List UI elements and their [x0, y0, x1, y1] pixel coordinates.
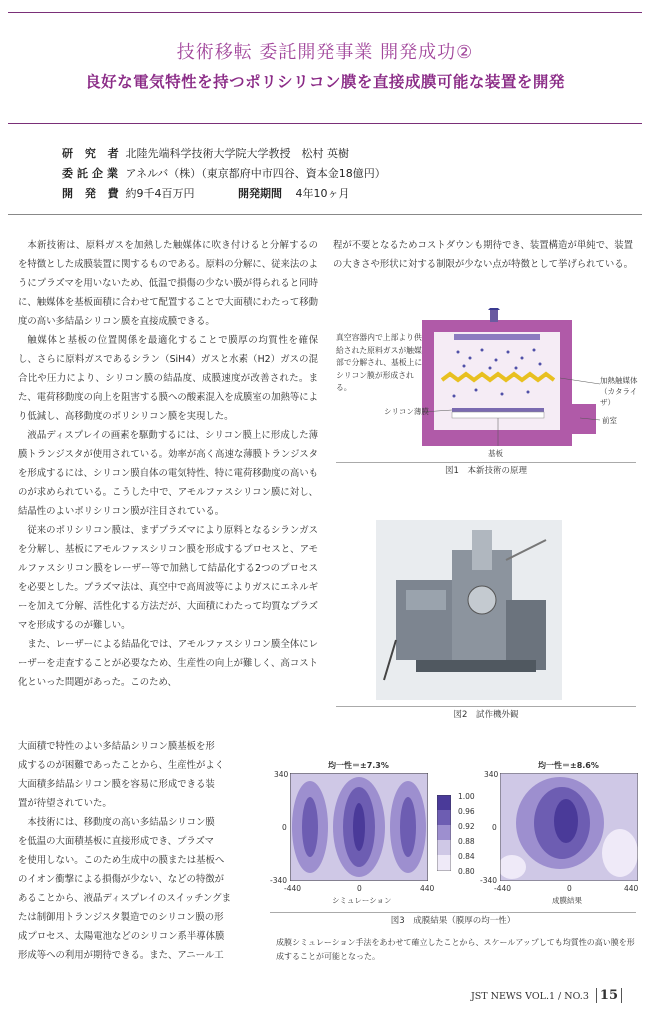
cost-label: 開 発 費 [62, 187, 123, 200]
company-label: 委託企業 [62, 167, 122, 180]
fig3-left-ytick-mid: 0 [282, 823, 287, 832]
fig1-substrate [452, 412, 544, 418]
text-line: あることから、液晶ディスプレイのスイッチングま [18, 893, 231, 904]
paragraph: 液晶ディスプレイの画素を駆動するには、シリコン膜上に形成した薄膜トランジスタが使用されている。効率が高く高速な薄膜トランジスタを形成するには、シリコン膜自体の電気特性、特に電荷移動度の高いものが求められている。こうした中で、アモルファスシリコン膜に対し、結晶性のよいポリシリコン膜が注目されている。 [18, 430, 318, 517]
fig2-caption: 図2 試作機外観 [453, 710, 519, 720]
fig3-left-xtick-left: -440 [284, 884, 302, 893]
fig3-left-xtick-right: 440 [420, 884, 435, 893]
fig3-right-xtick-left: -440 [494, 884, 512, 893]
fig1-caption: 図1 本新技術の原理 [445, 466, 527, 476]
fig1-caption-rule [336, 462, 636, 463]
fig3-legend-label: 0.96 [458, 807, 475, 816]
paragraph: また、レーザーによる結晶化では、アモルファスシリコン膜全体にレーザーを走査することが必要なため、生産性の向上が難しく、高コスト化といった問題があった。このため、 [18, 639, 318, 688]
fig3-left-ytick-top: 340 [274, 770, 289, 779]
text-line: を低温の大面積基板に直接形成でき、プラズマ [18, 836, 215, 847]
fig3-right-ytick-bottom: -340 [480, 876, 498, 885]
fig2-photo [376, 520, 562, 700]
fig3-right-xtick-right: 440 [624, 884, 639, 893]
fig3-legend-label: 0.92 [458, 822, 475, 831]
fig2-caption-rule [336, 706, 636, 707]
header-bottom-rule [8, 123, 642, 124]
period-value: 4年10ヶ月 [295, 187, 350, 200]
page-title: 技術移転 委託開発事業 開発成功② [176, 42, 474, 63]
page-number: 15 [596, 988, 622, 1003]
fig1-label-chamber: 前室 [602, 416, 617, 425]
fig1-gas-arrow [488, 308, 500, 310]
fig1-silicon-film [452, 408, 544, 412]
journal-name: JST NEWS VOL.1 / NO.3 [470, 991, 589, 1002]
meta-company [62, 165, 386, 181]
text-line: 形成等への利用が期待できる。また、アニール工 [18, 950, 224, 961]
text-line: たは制御用トランジスタ製造でのシリコン膜の形 [18, 912, 224, 923]
fig1-label-substrate: 基板 [488, 449, 503, 458]
fig3-right-ytick-top: 340 [484, 770, 499, 779]
paragraph: 触媒体と基板の位置関係を最適化することで膜厚の均質性を確保し、さらに原料ガスであるシラン（SiH4）ガスと水素（H2）ガスの混合比や圧力により、シリコン膜の結晶度、成膜速度が改善された。また、電荷移動度の向上を阻害する膜への酸素混入を成膜室の加熱等により低減し、高移動度のポリシリコン膜を実現した。 [18, 335, 319, 422]
body-left-column [18, 236, 318, 692]
text-line: 成するのが困難であったことから、生産性がよく [18, 760, 225, 771]
fig3-legend-bar [437, 795, 451, 871]
company-value: アネルバ（株）（東京都府中市四谷、資本金18億円） [125, 167, 386, 180]
text-line: のイオン衝撃による損傷が少ない、などの特徴が [18, 874, 224, 885]
meta-cost [62, 185, 350, 201]
fig1-note: 真空容器内で上部より供給された原料ガスが触媒部で分解され、基板上にシリコン膜が形成される。 [336, 333, 423, 392]
fig3-right-xlabel: 成膜結果 [552, 896, 582, 905]
text-line: 成プロセス、太陽電池などのシリコン系半導体膜 [18, 931, 225, 942]
header-top-rule [8, 12, 642, 13]
text-line: 大面積多結晶シリコン膜を容易に形成できる装 [18, 779, 215, 790]
meta-bottom-rule [8, 214, 642, 215]
paragraph: 本新技術は、原料ガスを加熱した触媒体に吹き付けると分解するのを特徴とした成膜装置に関するものである。原料の分解に、従来法のようにプラズマを用いないため、低温で損傷の少ない膜が得られると同時に、触媒体を基板面積に合わせて配置することで大面積にわたって移動度の高い多結晶シリコン膜を直接成膜できる。 [18, 240, 319, 327]
fig3-left-ytick-bottom: -340 [270, 876, 288, 885]
fig3-note: 成膜シミュレーション手法をあわせて確立したことから、スケールアップしても均質性の高い膜を形成することが可能となった。 [276, 938, 635, 961]
paragraph: 従来のポリシリコン膜は、まずプラズマにより原料となるシランガスを分解し、基板にアモルファスシリコン膜を形成するプロセスと、アモルファスシリコン膜をレーザー等で加熱して結晶化する2つのプロセスを必要とした。プラズマ法は、真空中で高周波等によりガスにエネルギーを加えて分解、活性化する方法だが、大面積にわたって均質なプラズマを形成するのが難しい。 [18, 525, 318, 631]
fig3-legend-label: 1.00 [458, 792, 475, 801]
fig1-label-catalyst: 加熱触媒体（カタライザ） [600, 376, 638, 407]
fig1-label-film: シリコン薄膜 [384, 407, 429, 416]
fig3-left-title: 均一性＝±7.3% [328, 761, 389, 770]
text-line: を使用しない。このため生成中の膜または基板へ [18, 855, 225, 866]
fig3-legend-label: 0.80 [458, 867, 475, 876]
body-narrow-column [18, 737, 266, 965]
fig1-shower-head [454, 334, 540, 340]
fig3-left-xlabel: シミュレーション [332, 896, 392, 905]
fig3-left-xtick-mid: 0 [357, 884, 362, 893]
paragraph: 程が不要となるためコストダウンも期待でき、装置構造が単純で、装置の大きさや形状に対する制限が少ない点が特徴として挙げられている。 [333, 240, 634, 270]
cost-value: 約9千4百万円 [125, 187, 195, 200]
fig3-right-title: 均一性＝±8.6% [538, 761, 599, 770]
researcher-label: 研 究 者 [62, 147, 123, 160]
fig3-caption: 図3 成膜結果（膜厚の均一性） [390, 916, 516, 926]
fig3-right-ytick-mid: 0 [492, 823, 497, 832]
page-footer [471, 988, 622, 1003]
meta-researcher [62, 145, 349, 161]
fig3-caption-rule [270, 912, 636, 913]
text-line: 大面積で特性のよい多結晶シリコン膜基板を形 [18, 741, 215, 752]
fig3-legend-label: 0.84 [458, 852, 475, 861]
fig3-legend-label: 0.88 [458, 837, 475, 846]
text-line: 本技術には、移動度の高い多結晶シリコン膜 [18, 817, 215, 828]
page-subtitle: 良好な電気特性を持つポリシリコン膜を直接成膜可能な装置を開発 [85, 73, 565, 91]
body-right-column [333, 236, 633, 274]
text-line: 置が待望されていた。 [18, 798, 112, 809]
fig1-gas-inlet [490, 308, 498, 322]
period-label: 開発期間 [238, 187, 282, 200]
fig3-right-contour [500, 773, 638, 881]
researcher-value: 北陸先端科学技術大学院大学教授 松村 英樹 [125, 147, 349, 160]
fig3-left-contour [290, 773, 428, 881]
fig3-right-xtick-mid: 0 [567, 884, 572, 893]
